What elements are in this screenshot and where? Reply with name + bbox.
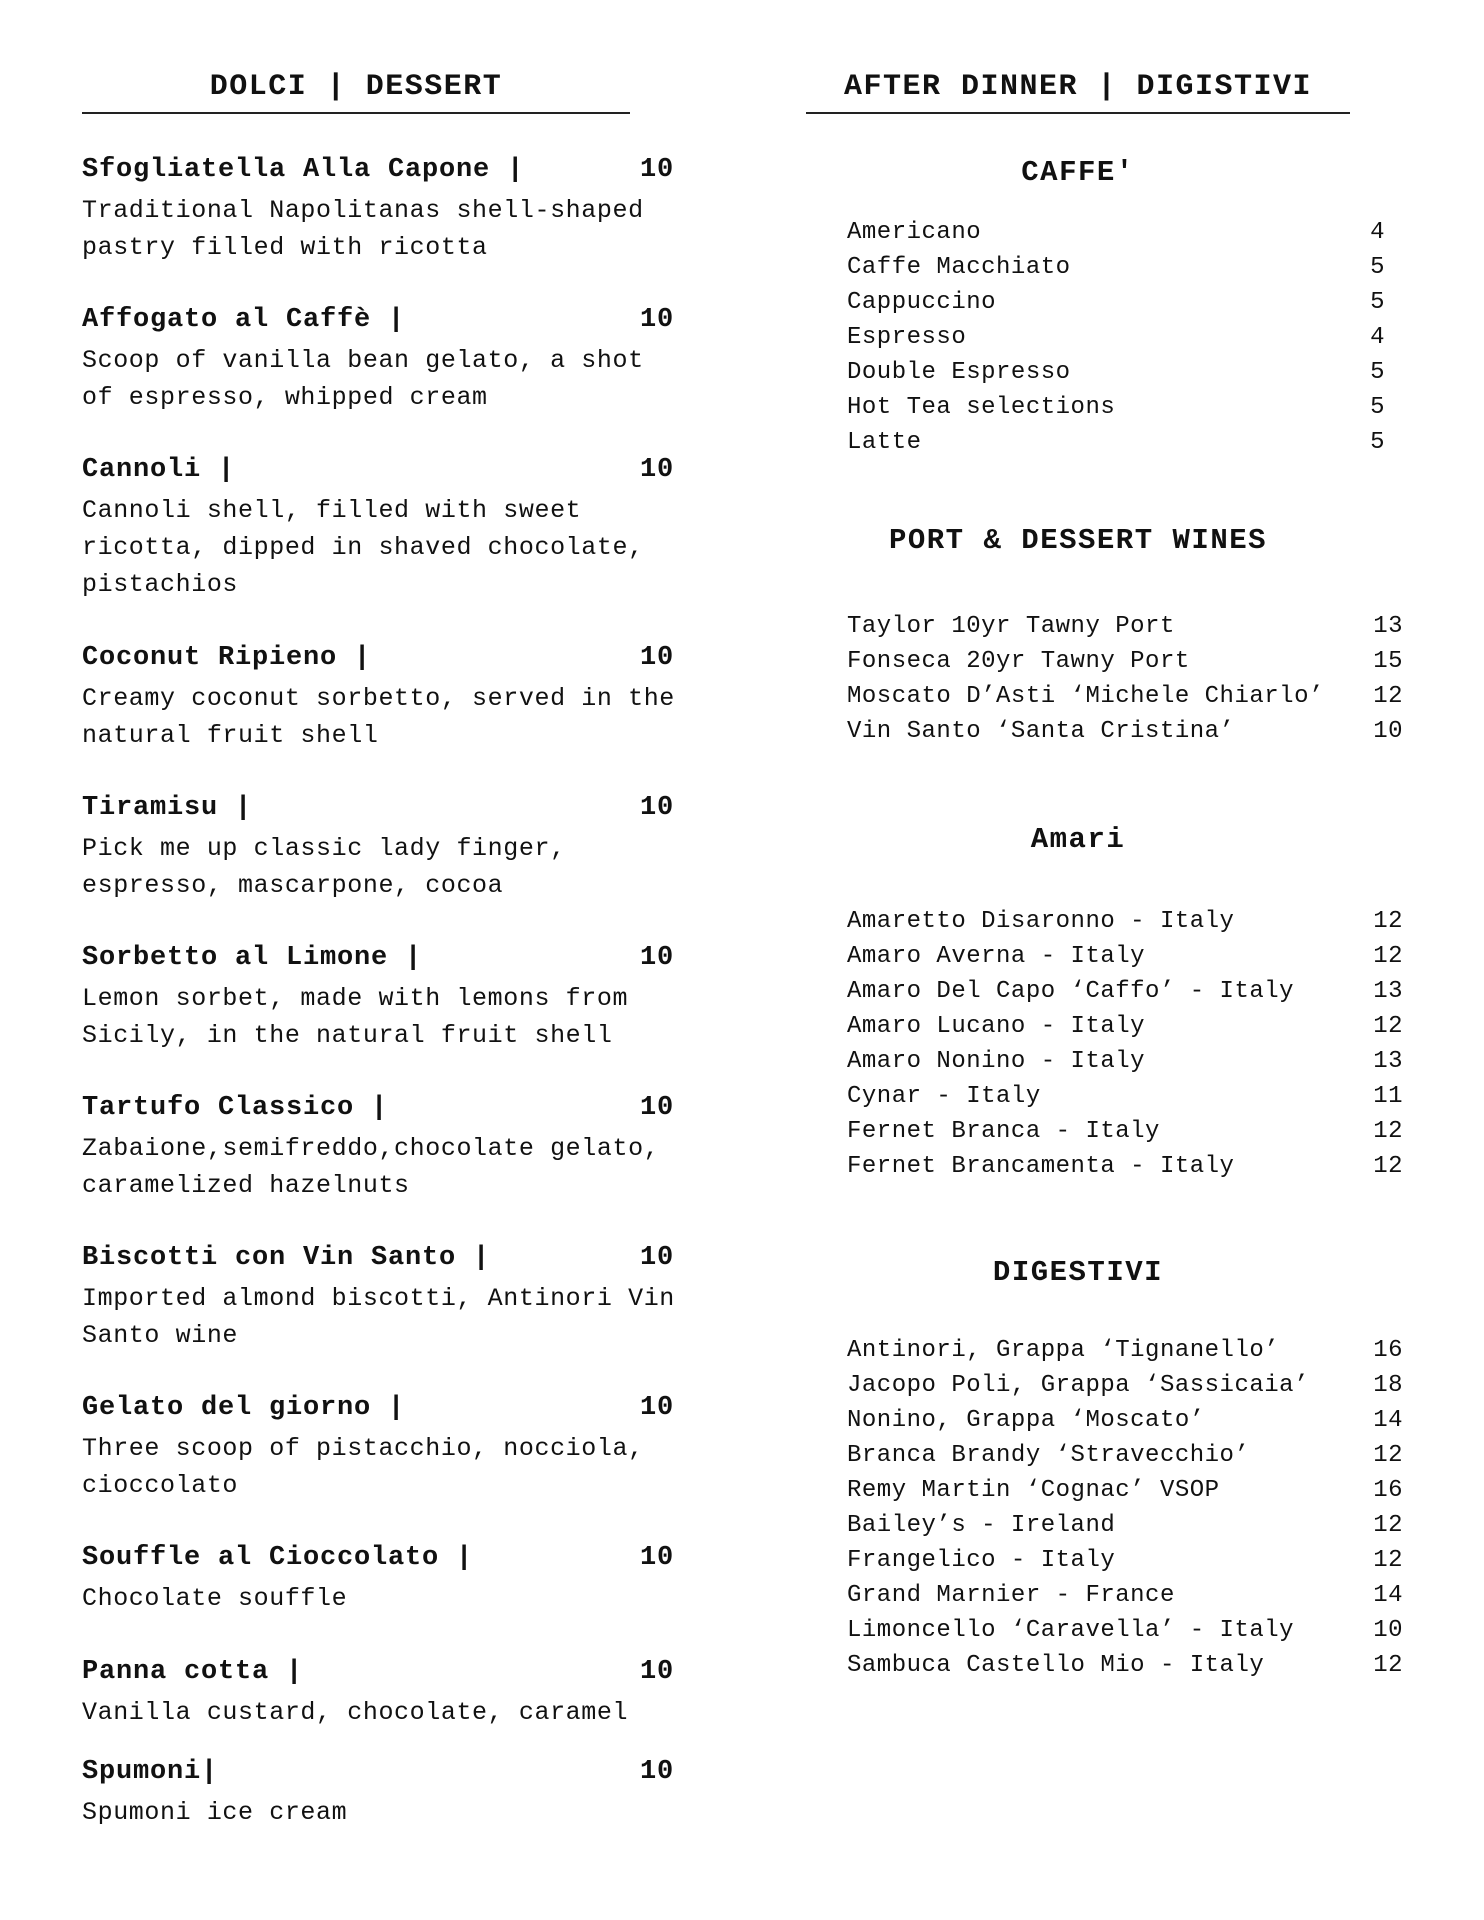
dessert-item — [82, 1754, 682, 1854]
drink-row — [847, 250, 1385, 285]
drink-price: 4 — [1370, 219, 1385, 246]
dessert-name: Biscotti con Vin Santo | — [82, 1243, 491, 1273]
dessert-name: Spumoni| — [82, 1757, 219, 1787]
drink-row — [847, 644, 1403, 679]
drink-name: Fernet Brancamenta - Italy — [847, 1153, 1235, 1180]
drink-name: Nonino, Grappa ‘Moscato’ — [847, 1407, 1205, 1434]
drink-name: Amaro Del Capo ‘Caffo’ - Italy — [847, 978, 1295, 1005]
drink-row — [847, 904, 1403, 939]
drink-name: Fonseca 20yr Tawny Port — [847, 648, 1190, 675]
caffe-title: CAFFE' — [1021, 156, 1135, 189]
drink-price: 16 — [1373, 1477, 1403, 1504]
drink-name: Amaretto Disaronno - Italy — [847, 908, 1235, 935]
drink-row — [847, 1543, 1403, 1578]
drink-price: 11 — [1373, 1083, 1403, 1110]
caffe-list — [806, 215, 1446, 460]
dessert-price: 10 — [639, 455, 674, 485]
drink-row — [847, 1508, 1403, 1543]
drink-price: 16 — [1373, 1337, 1403, 1364]
dessert-description: Scoop of vanilla bean gelato, a shot of espresso, whipped cream — [82, 346, 644, 412]
dessert-item — [82, 940, 682, 1090]
drink-price: 15 — [1373, 648, 1403, 675]
dessert-name: Souffle al Cioccolato | — [82, 1543, 474, 1573]
drink-name: Americano — [847, 219, 982, 246]
drink-name: Taylor 10yr Tawny Port — [847, 613, 1175, 640]
drink-row — [847, 320, 1385, 355]
after-dinner-section-title: AFTER DINNER | DIGISTIVI — [806, 70, 1350, 114]
dessert-name: Panna cotta | — [82, 1657, 304, 1687]
dessert-description: Creamy coconut sorbetto, served in the natural fruit shell — [82, 684, 675, 750]
dessert-description: Zabaione,semifreddo,chocolate gelato, caramelized hazelnuts — [82, 1134, 660, 1200]
drink-price: 14 — [1373, 1582, 1403, 1609]
drink-name: Limoncello ‘Caravella’ - Italy — [847, 1617, 1295, 1644]
port-wines-title: PORT & DESSERT WINES — [888, 524, 1268, 557]
drink-price: 13 — [1373, 1048, 1403, 1075]
dessert-price: 10 — [639, 943, 674, 973]
drink-row — [847, 1473, 1403, 1508]
drink-name: Grand Marnier - France — [847, 1582, 1175, 1609]
dessert-item — [82, 1540, 682, 1654]
drink-price: 13 — [1373, 613, 1403, 640]
drink-name: Amaro Lucano - Italy — [847, 1013, 1146, 1040]
drink-row — [847, 714, 1403, 749]
dessert-price: 10 — [639, 305, 674, 335]
drink-name: Cappuccino — [847, 289, 997, 316]
drink-price: 12 — [1373, 1442, 1403, 1469]
drink-price: 4 — [1370, 324, 1385, 351]
drink-price: 5 — [1370, 429, 1385, 456]
drink-row — [847, 1438, 1403, 1473]
dessert-description: Pick me up classic lady finger, espresso, mascarpone, cocoa — [82, 834, 566, 900]
drink-name: Branca Brandy ‘Stravecchio’ — [847, 1442, 1250, 1469]
drink-row — [847, 1149, 1403, 1184]
drink-name: Amaro Nonino - Italy — [847, 1048, 1146, 1075]
drink-price: 10 — [1373, 1617, 1403, 1644]
drink-price: 12 — [1373, 908, 1403, 935]
drink-row — [847, 1648, 1403, 1683]
dessert-description: Imported almond biscotti, Antinori Vin Santo wine — [82, 1284, 675, 1350]
drink-name: Sambuca Castello Mio - Italy — [847, 1652, 1265, 1679]
dessert-name: Tiramisu | — [82, 793, 253, 823]
dessert-item — [82, 1240, 682, 1390]
drink-price: 12 — [1373, 1512, 1403, 1539]
drink-price: 12 — [1373, 1118, 1403, 1145]
drink-name: Jacopo Poli, Grappa ‘Sassicaia’ — [847, 1372, 1309, 1399]
digestivi-list — [806, 1333, 1446, 1683]
dessert-item — [82, 1654, 682, 1754]
drink-price: 12 — [1373, 1652, 1403, 1679]
drink-name: Hot Tea selections — [847, 394, 1116, 421]
drink-row — [847, 609, 1403, 644]
drink-row — [847, 390, 1385, 425]
dessert-price: 10 — [639, 1093, 674, 1123]
drink-price: 12 — [1373, 1153, 1403, 1180]
drink-row — [847, 1044, 1403, 1079]
drink-row — [847, 1613, 1403, 1648]
drink-name: Double Espresso — [847, 359, 1071, 386]
drink-price: 12 — [1373, 683, 1403, 710]
drink-price: 5 — [1370, 359, 1385, 386]
drink-row — [847, 679, 1403, 714]
dessert-description: Chocolate souffle — [82, 1584, 348, 1613]
dessert-description: Traditional Napolitanas shell-shaped pastry filled with ricotta — [82, 196, 644, 262]
drink-row — [847, 1079, 1403, 1114]
dessert-item — [82, 302, 682, 452]
drink-row — [847, 1333, 1403, 1368]
dessert-price: 10 — [639, 1243, 674, 1273]
dessert-list — [82, 152, 682, 1854]
dessert-price: 10 — [639, 643, 674, 673]
drink-row — [847, 215, 1385, 250]
dessert-description: Vanilla custard, chocolate, caramel — [82, 1698, 629, 1727]
drink-row — [847, 974, 1403, 1009]
dessert-price: 10 — [639, 1543, 674, 1573]
dessert-description: Spumoni ice cream — [82, 1798, 348, 1827]
dessert-name: Tartufo Classico | — [82, 1093, 389, 1123]
dessert-name: Sorbetto al Limone | — [82, 943, 423, 973]
dessert-name: Cannoli | — [82, 455, 236, 485]
dessert-item — [82, 452, 682, 640]
drink-row — [847, 1009, 1403, 1044]
drink-name: Moscato D’Asti ‘Michele Chiarlo’ — [847, 683, 1324, 710]
drink-price: 12 — [1373, 943, 1403, 970]
drink-row — [847, 939, 1403, 974]
drink-row — [847, 1578, 1403, 1613]
drink-price: 13 — [1373, 978, 1403, 1005]
dessert-description: Lemon sorbet, made with lemons from Sicily, in the natural fruit shell — [82, 984, 629, 1050]
dessert-item — [82, 1390, 682, 1540]
dessert-section-title: DOLCI | DESSERT — [82, 70, 630, 114]
drink-price: 5 — [1370, 394, 1385, 421]
dessert-name: Coconut Ripieno | — [82, 643, 372, 673]
drink-price: 5 — [1370, 289, 1385, 316]
dessert-name: Gelato del giorno | — [82, 1393, 406, 1423]
drink-price: 12 — [1373, 1547, 1403, 1574]
drink-price: 12 — [1373, 1013, 1403, 1040]
drink-row — [847, 285, 1385, 320]
drink-name: Latte — [847, 429, 922, 456]
dessert-name: Sfogliatella Alla Capone | — [82, 155, 525, 185]
dessert-description: Cannoli shell, filled with sweet ricotta, dipped in shaved chocolate, pistachios — [82, 496, 644, 599]
dessert-price: 10 — [639, 1393, 674, 1423]
drink-name: Amaro Averna - Italy — [847, 943, 1146, 970]
port-wines-list — [806, 609, 1446, 749]
dessert-item — [82, 640, 682, 790]
dessert-price: 10 — [639, 155, 674, 185]
dessert-item — [82, 790, 682, 940]
amari-title: Amari — [1030, 823, 1126, 856]
drink-price: 14 — [1373, 1407, 1403, 1434]
drink-name: Espresso — [847, 324, 967, 351]
dessert-price: 10 — [639, 1757, 674, 1787]
dessert-item — [82, 1090, 682, 1240]
drink-row — [847, 1403, 1403, 1438]
drink-price: 18 — [1373, 1372, 1403, 1399]
dessert-item — [82, 152, 682, 302]
amari-list — [806, 904, 1446, 1184]
drink-name: Antinori, Grappa ‘Tignanello’ — [847, 1337, 1280, 1364]
digestivi-title: DIGESTIVI — [992, 1256, 1164, 1289]
dessert-description: Three scoop of pistacchio, nocciola, cioccolato — [82, 1434, 644, 1500]
drink-row — [847, 425, 1385, 460]
drink-row — [847, 1114, 1403, 1149]
dessert-column — [82, 70, 682, 1854]
drink-row — [847, 355, 1385, 390]
drink-name: Remy Martin ‘Cognac’ VSOP — [847, 1477, 1220, 1504]
drink-name: Bailey’s - Ireland — [847, 1512, 1116, 1539]
drink-name: Frangelico - Italy — [847, 1547, 1116, 1574]
drink-name: Caffe Macchiato — [847, 254, 1071, 281]
drink-price: 10 — [1373, 718, 1403, 745]
drink-row — [847, 1368, 1403, 1403]
after-dinner-column — [806, 70, 1446, 1683]
drink-name: Vin Santo ‘Santa Cristina’ — [847, 718, 1235, 745]
dessert-price: 10 — [639, 1657, 674, 1687]
drink-name: Cynar - Italy — [847, 1083, 1041, 1110]
dessert-name: Affogato al Caffè | — [82, 305, 406, 335]
drink-price: 5 — [1370, 254, 1385, 281]
dessert-price: 10 — [639, 793, 674, 823]
drink-name: Fernet Branca - Italy — [847, 1118, 1160, 1145]
